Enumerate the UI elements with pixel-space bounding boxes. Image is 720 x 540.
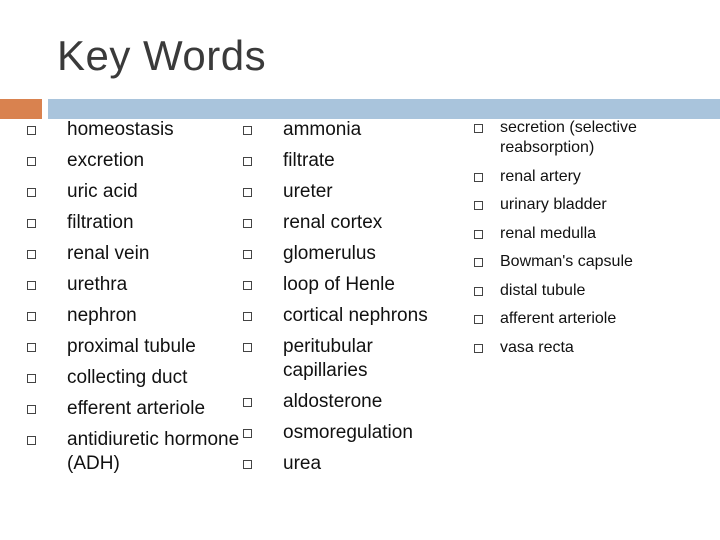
list-item: excretion [27,149,267,173]
square-bullet-icon [474,315,483,324]
square-bullet-icon [243,188,252,197]
slide-title: Key Words [57,32,267,79]
list-item: osmoregulation [243,421,453,445]
square-bullet-icon [27,343,36,352]
square-bullet-icon [27,436,36,445]
list-item: vasa recta [474,338,714,358]
square-bullet-icon [243,126,252,135]
keyword-list-column-3 [474,118,714,366]
square-bullet-icon [474,173,483,182]
square-bullet-icon [243,398,252,407]
list-item: ureter [243,180,453,204]
square-bullet-icon [474,201,483,210]
square-bullet-icon [474,258,483,267]
keyword-list-column-1 [27,118,267,483]
list-item: antidiuretic hormone (ADH) [27,428,267,476]
square-bullet-icon [243,460,252,469]
list-item: glomerulus [243,242,453,266]
list-item: filtration [27,211,267,235]
list-item: loop of Henle [243,273,453,297]
list-item: cortical nephrons [243,304,453,328]
accent-bar-left [0,99,42,119]
square-bullet-icon [243,429,252,438]
list-item: nephron [27,304,267,328]
square-bullet-icon [243,312,252,321]
list-item: urinary bladder [474,195,714,215]
square-bullet-icon [27,126,36,135]
square-bullet-icon [243,281,252,290]
square-bullet-icon [243,219,252,228]
square-bullet-icon [243,343,252,352]
square-bullet-icon [27,281,36,290]
list-item: collecting duct [27,366,267,390]
square-bullet-icon [243,250,252,259]
square-bullet-icon [27,374,36,383]
list-item: uric acid [27,180,267,204]
keyword-list-column-2 [243,118,453,483]
list-item: renal cortex [243,211,453,235]
square-bullet-icon [27,250,36,259]
list-item: renal vein [27,242,267,266]
list-item: Bowman's capsule [474,252,714,272]
square-bullet-icon [474,230,483,239]
list-item: distal tubule [474,281,714,301]
list-item: filtrate [243,149,453,173]
square-bullet-icon [27,312,36,321]
square-bullet-icon [474,344,483,353]
square-bullet-icon [474,287,483,296]
square-bullet-icon [27,219,36,228]
accent-bar-right [48,99,720,119]
square-bullet-icon [243,157,252,166]
list-item: afferent arteriole [474,309,714,329]
list-item: efferent arteriole [27,397,267,421]
list-item: urethra [27,273,267,297]
list-item: renal medulla [474,224,714,244]
square-bullet-icon [474,124,483,133]
list-item: aldosterone [243,390,453,414]
square-bullet-icon [27,157,36,166]
list-item: peritubular capillaries [243,335,453,383]
square-bullet-icon [27,405,36,414]
list-item: urea [243,452,453,476]
list-item: homeostasis [27,118,267,142]
list-item: renal artery [474,167,714,187]
square-bullet-icon [27,188,36,197]
list-item: ammonia [243,118,453,142]
list-item: proximal tubule [27,335,267,359]
list-item: secretion (selective reabsorption) [474,118,714,158]
